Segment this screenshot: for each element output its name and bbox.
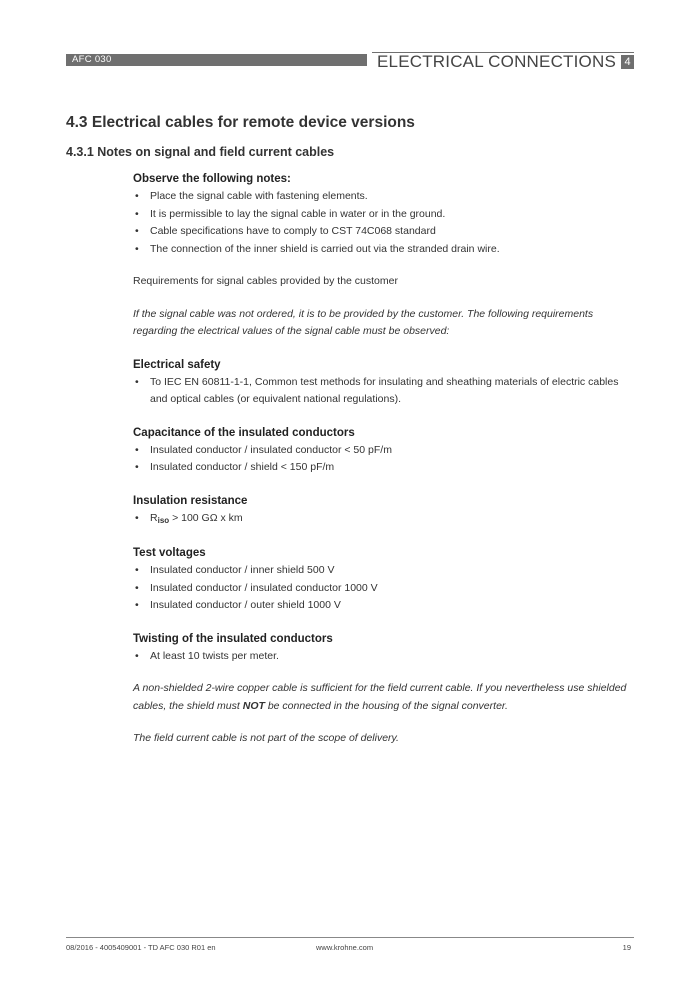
electrical-safety-heading: Electrical safety	[133, 358, 221, 371]
twisting-list	[133, 648, 633, 666]
electrical-safety-list	[133, 374, 633, 409]
list-item: • At least 10 twists per meter.	[133, 648, 633, 666]
chapter-bar	[372, 52, 634, 70]
list-item: • Insulated conductor / shield < 150 pF/m	[133, 459, 633, 477]
list-item: • It is permissible to lay the signal cable in water or in the ground.	[133, 206, 633, 224]
insulation-value: > 100 GΩ x km	[169, 511, 243, 524]
twisting-heading: Twisting of the insulated conductors	[133, 632, 333, 645]
insulation-symbol-sub: iso	[157, 515, 170, 525]
delivery-note: The field current cable is not part of the scope of delivery.	[133, 732, 399, 744]
list-item: • Cable specifications have to comply to CST 74C068 standard	[133, 223, 633, 241]
subsection-title: 4.3.1 Notes on signal and field current cables	[66, 145, 335, 159]
list-item	[133, 510, 633, 530]
product-name: AFC 030	[66, 54, 367, 66]
chapter-number: 4	[621, 55, 634, 69]
insulation-heading: Insulation resistance	[133, 494, 248, 507]
insulation-list	[133, 510, 633, 530]
list-item: • Insulated conductor / inner shield 500 V	[133, 562, 633, 580]
list-item: • Place the signal cable with fastening elements.	[133, 188, 633, 206]
field-note-text: A non-shielded 2-wire copper cable is sufficient for the field current cable. If you nevertheless use shielded cables, the shield must	[133, 682, 627, 712]
observe-list	[133, 188, 633, 258]
requirements-note: If the signal cable was not ordered, it is to be provided by the customer. The following requirements regarding the electrical values of the signal cable must be observed:	[133, 307, 594, 337]
test-voltages-heading: Test voltages	[133, 547, 206, 559]
insulation-symbol: R	[150, 511, 158, 524]
page-number: 19	[622, 943, 631, 952]
list-item: • The connection of the inner shield is carried out via the stranded drain wire.	[133, 241, 633, 259]
section-title: 4.3 Electrical cables for remote device versions	[66, 114, 415, 131]
list-item: • To IEC EN 60811-1-1, Common test methods for insulating and sheathing materials of electric cables and optical cables (or equivalent national regulations).	[133, 374, 633, 409]
website-link[interactable]: www.krohne.com	[316, 943, 374, 952]
capacitance-heading: Capacitance of the insulated conductors	[133, 426, 355, 439]
observe-heading: Observe the following notes:	[133, 173, 291, 185]
requirements-text: Requirements for signal cables provided by the customer	[133, 275, 398, 287]
chapter-title: ELECTRICAL CONNECTIONS	[377, 52, 616, 71]
capacitance-list	[133, 442, 633, 477]
field-current-note	[133, 680, 633, 715]
page-header	[66, 52, 634, 69]
field-note-text-end: be connected in the housing of the signal converter.	[264, 699, 508, 712]
document-id: 08/2016 - 4005409001 - TD AFC 030 R01 en	[66, 943, 216, 952]
test-voltages-list	[133, 562, 633, 615]
list-item: • Insulated conductor / insulated conductor 1000 V	[133, 580, 633, 598]
list-item: • Insulated conductor / insulated conductor < 50 pF/m	[133, 442, 633, 460]
field-note-emphasis: NOT	[242, 699, 265, 712]
list-item: • Insulated conductor / outer shield 1000 V	[133, 597, 633, 615]
page-footer	[66, 937, 634, 954]
page-content	[133, 170, 633, 748]
